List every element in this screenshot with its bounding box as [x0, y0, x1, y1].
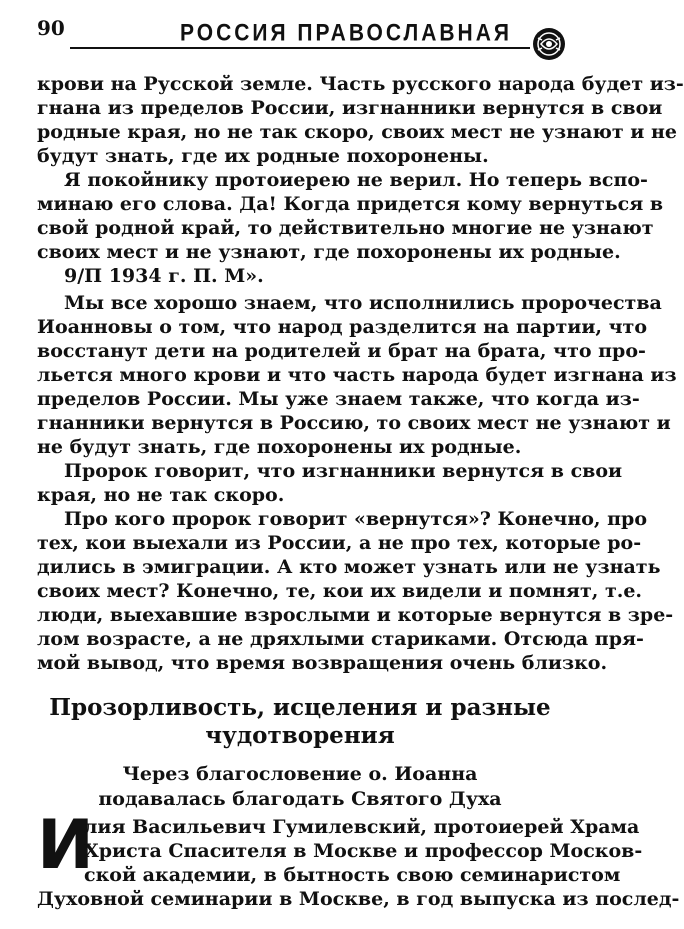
text-line: тех, кои выехали из России, а не про тех, которые ро-	[37, 532, 642, 554]
text-line: Про кого пророк говорит «вернутся»? Конечно, про	[64, 508, 648, 530]
header-rule	[70, 47, 530, 49]
text-line: Пророк говорит, что изгнанники вернутся в свои	[64, 460, 623, 482]
text-line: будут знать, где их родные похоронены.	[37, 145, 489, 167]
text-line: Христа Спасителя в Москве и профессор Москов-	[84, 840, 643, 862]
running-title: РОССИЯ ПРАВОСЛАВНАЯ	[180, 20, 512, 47]
ornament-emblem-icon	[532, 27, 566, 61]
text-line: Я покойнику протоиерею не верил. Но теперь вспо-	[64, 169, 648, 191]
text-line: люди, выехавшие взрослыми и которые вернутся в зре-	[37, 604, 674, 626]
text-line: своих мест и не узнают, где похоронены их родные.	[37, 241, 621, 263]
text-line: мой вывод, что время возвращения очень близко.	[37, 652, 608, 674]
text-line: минаю его слова. Да! Когда придется кому вернуться в	[37, 193, 664, 215]
text-line: лия Васильевич Гумилевский, протоиерей Храма	[84, 816, 640, 838]
text-line: восстанут дети на родителей и брат на брата, что про-	[37, 340, 646, 362]
text-line: лом возрасте, а не дряхлыми стариками. Отсюда пря-	[37, 628, 644, 650]
text-line: гнанники вернутся в Россию, то своих мест не узнают и	[37, 412, 671, 434]
text-line: края, но не так скоро.	[37, 484, 285, 506]
text-line: Иоанновы о том, что народ разделится на партии, что	[37, 316, 648, 338]
drop-cap-letter: И	[37, 806, 94, 885]
text-line: льется много крови и что часть народа будет изгнана из	[37, 364, 677, 386]
text-line: ской академии, в бытность свою семинаристом	[84, 864, 621, 886]
text-line: дились в эмиграции. А кто может узнать или не узнать	[37, 556, 661, 578]
subsection-title-line: Через благословение о. Иоанна	[122, 763, 478, 785]
signature-line: 9/П 1934 г. П. М».	[64, 265, 264, 287]
text-line: пределов России. Мы уже знаем также, что когда из-	[37, 388, 640, 410]
section-title-line: Прозорливость, исцеления и разные	[49, 694, 551, 721]
section-title-line: чудотворения	[205, 722, 395, 749]
text-line: Мы все хорошо знаем, что исполнились пророчества	[64, 292, 662, 314]
text-line: своих мест? Конечно, те, кои их видели и помнят, т.е.	[37, 580, 643, 602]
text-line: родные края, но не так скоро, своих мест не узнают и не	[37, 121, 677, 143]
text-line: крови на Русской земле. Часть русского народа будет из-	[37, 73, 684, 95]
subsection-title-line: подавалась благодать Святого Духа	[98, 788, 502, 810]
text-line: Духовной семинарии в Москве, в год выпуска из послед-	[37, 888, 680, 910]
text-line: не будут знать, где похоронены их родные.	[37, 436, 522, 458]
text-line: гнана из пределов России, изгнанники вернутся в свои	[37, 97, 663, 119]
page-number: 90	[37, 16, 65, 40]
text-line: свой родной край, то действительно многие не узнают	[37, 217, 654, 239]
